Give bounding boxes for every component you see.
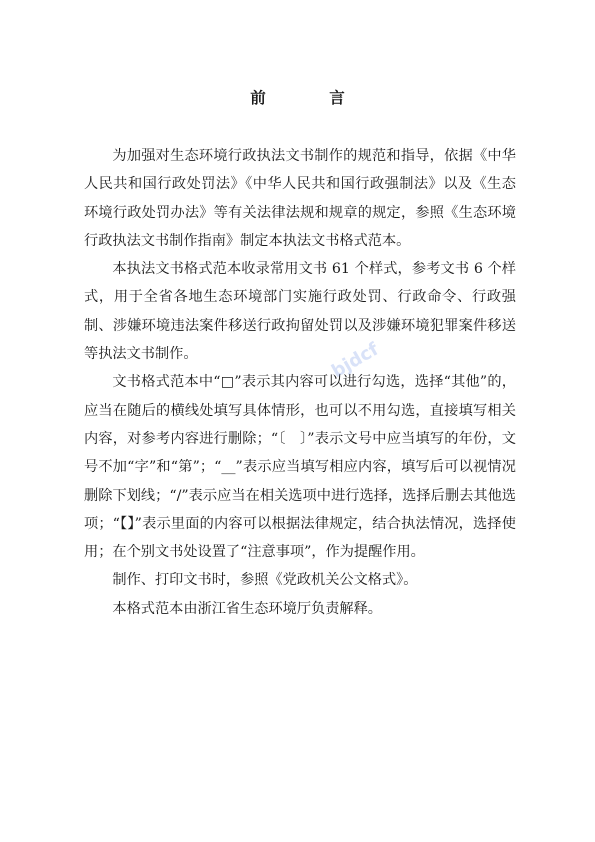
paragraph-purpose: 为加强对生态环境行政执法文书制作的规范和指导，依据《中华人民共和国行政处罚法》《中华人民共和国行政强制法》以及《生态环境行政处罚办法》等有关法律法规和规章的规定，参照《生态环境行政执法文书制作指南》制定本执法文书格式范本。 [84, 148, 516, 249]
paragraph-symbols: 文书格式范本中“□”表示其内容可以进行勾选，选择“其他”的，应当在随后的横线处填写具体情形，也可以不用勾选，直接填写相关内容，对参考内容进行删除；“〔 〕”表示文号中应当填写的年份，文号不加“字”和“第”；“__”表示应当填写相应内容，填写后可以视情况删除下划线；“/”表示应当在相关选项中进行选择，选择后删去其他选项；“【】”表示里面的内容可以根据法律规定，结合执法情况，选择使用；在个别文书处设置了“注意事项”，作为提醒作用。 [84, 374, 516, 561]
paragraph-scope: 本执法文书格式范本收录常用文书 61 个样式，参考文书 6 个样式，用于全省各地生态环境部门实施行政处罚、行政命令、行政强制、涉嫌环境违法案件移送行政拘留处罚以及涉嫌环境犯罪案件移送等执法文书制作。 [84, 261, 516, 363]
document-body [84, 142, 516, 623]
watermark: bjdcf [328, 338, 383, 383]
page-title: 前 言 [250, 88, 369, 107]
paragraph-interpretation: 本格式范本由浙江省生态环境厅负责解释。 [112, 600, 382, 617]
paragraph-printing: 制作、打印文书时，参照《党政机关公文格式》。 [112, 572, 418, 589]
